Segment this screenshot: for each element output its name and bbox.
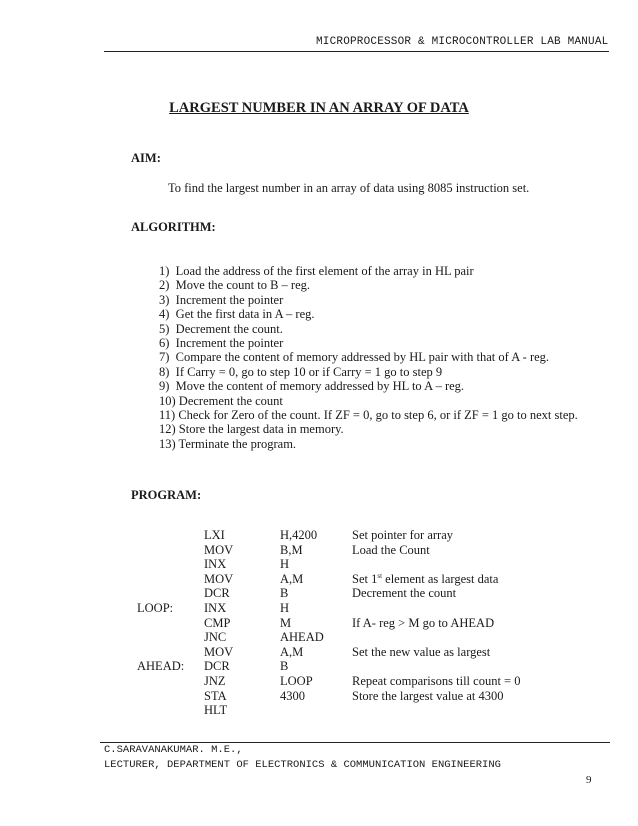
program-comment xyxy=(352,703,520,718)
program-label xyxy=(137,528,204,543)
aim-text: To find the largest number in an array of data using 8085 instruction set. xyxy=(168,181,530,195)
running-header: MICROPROCESSOR & MICROCONTROLLER LAB MANUAL xyxy=(316,36,609,48)
footer-author: C.SARAVANAKUMAR. M.E., xyxy=(104,744,243,756)
program-label xyxy=(137,689,204,704)
header-rule xyxy=(104,51,609,52)
program-row xyxy=(137,557,520,572)
program-label xyxy=(137,543,204,558)
program-comment: Store the largest value at 4300 xyxy=(352,688,504,703)
program-opcode: INX xyxy=(204,557,227,572)
program-comment-text: Set 1 xyxy=(352,571,378,586)
program-comment xyxy=(352,572,520,587)
program-label xyxy=(137,616,204,631)
program-label xyxy=(137,586,204,601)
program-comment: If A- reg > M go to AHEAD xyxy=(352,615,495,630)
program-operand: A,M xyxy=(280,571,304,586)
program-label: LOOP: xyxy=(137,600,174,615)
algorithm-steps xyxy=(159,264,578,451)
program-operand: A,M xyxy=(280,644,304,659)
program-opcode: DCR xyxy=(204,586,230,601)
program-opcode: INX xyxy=(204,600,227,615)
footer-rule xyxy=(100,742,610,743)
algorithm-step: 7) Compare the content of memory addressed by HL pair with that of A - reg. xyxy=(159,350,550,365)
algorithm-step: 4) Get the first data in A – reg. xyxy=(159,307,315,322)
program-comment-text: element as largest data xyxy=(382,571,499,586)
program-comment: Load the Count xyxy=(352,542,430,557)
program-operand: LOOP xyxy=(280,673,313,688)
algorithm-step: 6) Increment the pointer xyxy=(159,336,284,351)
program-operand xyxy=(280,703,352,718)
program-row xyxy=(137,616,520,631)
algorithm-step: 10) Decrement the count xyxy=(159,393,283,408)
algorithm-step: 2) Move the count to B – reg. xyxy=(159,278,311,293)
program-row xyxy=(137,689,520,704)
program-opcode: CMP xyxy=(204,615,231,630)
program-opcode: DCR xyxy=(204,659,230,674)
program-comment xyxy=(352,601,520,616)
algorithm-step: 8) If Carry = 0, go to step 10 or if Carry = 1 go to step 9 xyxy=(159,364,443,379)
algorithm-step: 13) Terminate the program. xyxy=(159,436,297,451)
program-opcode: JNZ xyxy=(204,673,226,688)
program-opcode: JNC xyxy=(204,630,227,645)
program-operand: M xyxy=(280,615,292,630)
program-row xyxy=(137,630,520,645)
algorithm-step: 11) Check for Zero of the count. If ZF = 0, go to step 6, or if ZF = 1 go to next step. xyxy=(159,408,578,423)
program-row xyxy=(137,601,520,616)
program-operand: 4300 xyxy=(280,688,305,703)
algorithm-step: 5) Decrement the count. xyxy=(159,321,283,336)
footer-position: LECTURER, DEPARTMENT OF ELECTRONICS & COMMUNICATION ENGINEERING xyxy=(104,759,501,771)
program-operand: H xyxy=(280,557,290,572)
algorithm-heading: ALGORITHM: xyxy=(131,220,216,234)
program-label xyxy=(137,703,204,718)
algorithm-step: 12) Store the largest data in memory. xyxy=(159,422,344,437)
program-operand: B,M xyxy=(280,542,303,557)
program-listing xyxy=(137,528,520,718)
program-operand: H,4200 xyxy=(280,528,318,542)
program-row xyxy=(137,543,520,558)
program-comment: Set the new value as largest xyxy=(352,644,491,659)
program-operand: B xyxy=(280,659,289,674)
page-title: LARGEST NUMBER IN AN ARRAY OF DATA xyxy=(169,100,469,116)
program-opcode: STA xyxy=(204,688,227,703)
program-opcode: HLT xyxy=(204,703,228,718)
program-label xyxy=(137,630,204,645)
program-opcode: MOV xyxy=(204,542,234,557)
program-label xyxy=(137,674,204,689)
algorithm-step: 1) Load the address of the first element of the array in HL pair xyxy=(159,264,474,278)
program-heading: PROGRAM: xyxy=(131,488,202,502)
program-label xyxy=(137,572,204,587)
program-row xyxy=(137,572,520,587)
program-operand: H xyxy=(280,600,290,615)
program-opcode: MOV xyxy=(204,644,234,659)
program-comment: Decrement the count xyxy=(352,586,457,601)
program-opcode: LXI xyxy=(204,528,225,542)
program-row xyxy=(137,659,520,674)
program-opcode: MOV xyxy=(204,571,234,586)
algorithm-step: 3) Increment the pointer xyxy=(159,292,284,307)
page-number: 9 xyxy=(586,774,592,786)
program-row xyxy=(137,645,520,660)
program-label xyxy=(137,557,204,572)
program-row xyxy=(137,703,520,718)
program-label: AHEAD: xyxy=(137,659,185,674)
program-operand: B xyxy=(280,586,289,601)
program-comment xyxy=(352,630,520,645)
ordinal-suffix: st xyxy=(377,571,383,580)
algorithm-step: 9) Move the content of memory addressed by HL to A – reg. xyxy=(159,379,465,394)
program-comment: Repeat comparisons till count = 0 xyxy=(352,673,521,688)
program-comment xyxy=(352,557,520,572)
program-comment xyxy=(352,659,520,674)
program-label xyxy=(137,645,204,660)
program-row xyxy=(137,528,520,543)
program-row xyxy=(137,586,520,601)
program-row xyxy=(137,674,520,689)
aim-heading: AIM: xyxy=(131,151,161,165)
program-comment: Set pointer for array xyxy=(352,528,454,542)
program-operand: AHEAD xyxy=(280,630,324,645)
